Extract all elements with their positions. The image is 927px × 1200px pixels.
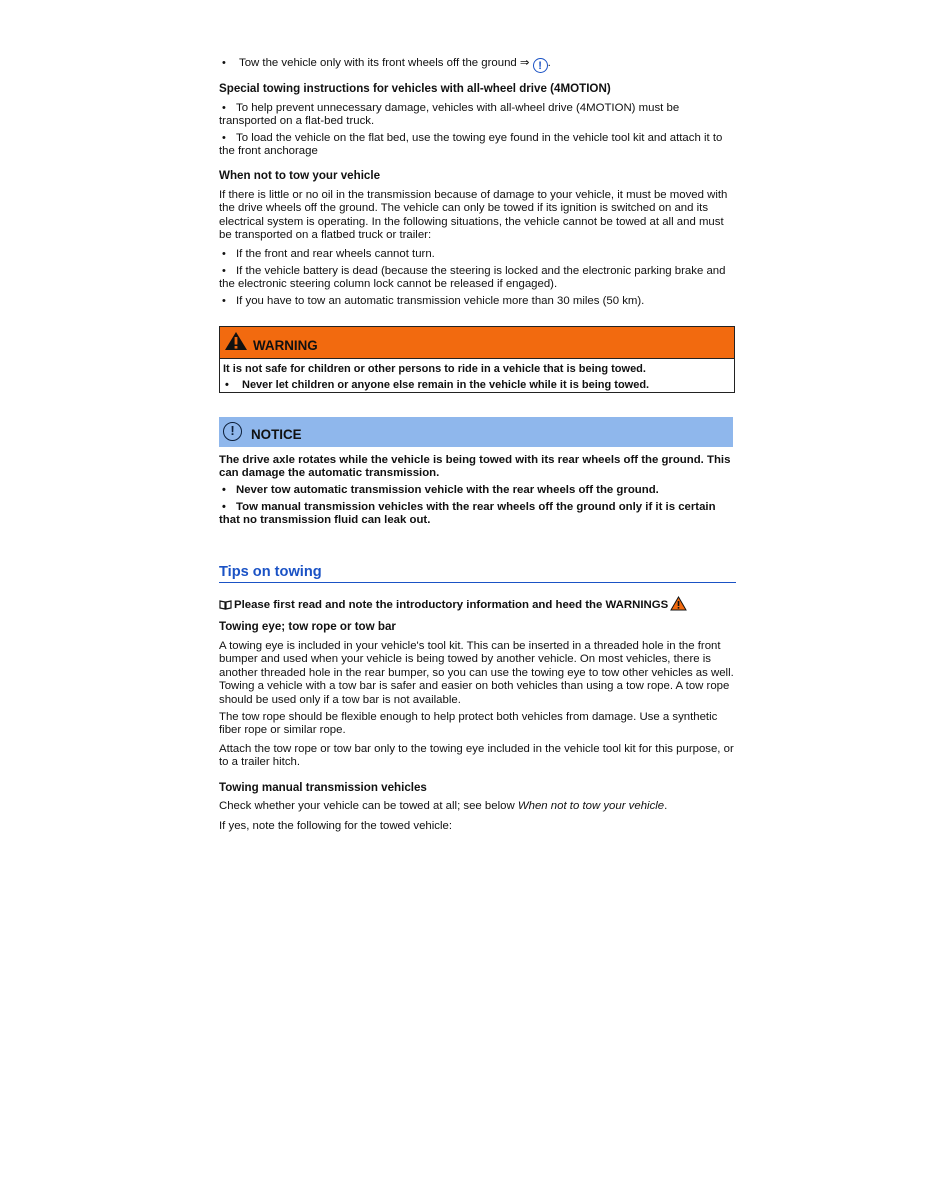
awd-heading: Special towing instructions for vehicles with all-wheel drive (4MOTION) <box>219 82 611 95</box>
not-tow-bullet-1: • If the front and rear wheels cannot turn. <box>222 248 435 260</box>
awd-bullet-1: • To help prevent unnecessary damage, vehicles with all-wheel drive (4MOTION) must be transported on a flat-bed truck. <box>219 102 680 128</box>
warning-bullet: • Never let children or anyone else remain in the vehicle while it is being towed. <box>225 379 650 391</box>
warning-line: It is not safe for children or other persons to ride in a vehicle that is being towed. <box>223 363 646 375</box>
cross-reference: When not to tow your vehicle <box>517 800 665 812</box>
manual-paragraph-1: Check whether your vehicle can be towed at all; see below When not to tow your vehicle. <box>219 800 668 812</box>
manual-paragraph-2: If yes, note the following for the towed vehicle: <box>219 820 453 832</box>
notice-paragraph: The drive axle rotates while the vehicle is being towed with its rear wheels off the ground. This can damage the automatic transmission. <box>219 454 731 480</box>
notice-exclamation-icon: ! <box>223 422 242 441</box>
towing-eye-paragraph-2: The tow rope should be flexible enough to help protect both vehicles from damage. Use a synthetic fiber rope or similar rope. <box>219 711 718 737</box>
towing-eye-heading: Towing eye; tow rope or tow bar <box>219 620 396 633</box>
not-tow-bullet-2: • If the vehicle battery is dead (because the steering is locked and the electronic parking brake and the electronic steering column lock cannot be released if engaged). <box>219 265 726 291</box>
notice-icon: ! <box>533 58 548 73</box>
notice-header <box>219 417 733 447</box>
towing-eye-paragraph-3: Attach the tow rope or tow bar only to the towing eye included in the vehicle tool kit for this purpose, or to a trailer hitch. <box>219 743 734 769</box>
not-tow-heading: When not to tow your vehicle <box>219 169 381 182</box>
intro-line: Please first read and note the introductory information and heed the WARNINGS <box>219 596 735 612</box>
not-tow-bullet-3: • If you have to tow an automatic transmission vehicle more than 30 miles (50 km). <box>222 295 645 307</box>
towing-eye-paragraph-1: A towing eye is included in your vehicle's tool kit. This can be inserted in a threaded hole in the front bumper and used when your vehicle is being towed by another vehicle. On most vehicles, there is another threaded hole in the rear bumper, so you can use the towing eye to tow other vehicles as well. Towing a vehicle with a tow bar is safer and easier on both vehicles than using a tow rope. A tow rope should be used only if a tow bar is not available. <box>219 640 734 706</box>
awd-bullet-2: • To load the vehicle on the flat bed, use the towing eye found in the vehicle tool kit and attach it to the front anchorage <box>219 132 723 158</box>
tow-front-bullet: • Tow the vehicle only with its front wheels off the ground ⇒ ! . <box>222 57 551 72</box>
warning-box <box>219 326 735 393</box>
manual-heading: Towing manual transmission vehicles <box>219 781 427 794</box>
notice-title: NOTICE <box>251 427 302 442</box>
notice-bullet-2: • Tow manual transmission vehicles with the rear wheels off the ground only if it is certain that no transmission fluid can leak out. <box>219 501 716 527</box>
section-title: Tips on towing <box>219 563 736 583</box>
warning-triangle-icon <box>224 331 248 351</box>
book-icon <box>219 599 232 610</box>
warning-header <box>220 327 734 359</box>
tow-front-text: Tow the vehicle only with its front wheels off the ground ⇒ <box>239 57 530 69</box>
warning-title: WARNING <box>253 338 318 353</box>
not-tow-paragraph: If there is little or no oil in the transmission because of damage to your vehicle, it must be moved with the drive wheels off the ground. The vehicle can only be towed if its ignition is switched on and its electrical system is operating. In the following situations, the vehicle cannot be towed at all and must be transported on a flatbed truck or trailer: <box>219 189 728 242</box>
notice-bullet-1: • Never tow automatic transmission vehicle with the rear wheels off the ground. <box>222 484 659 496</box>
warning-triangle-small-icon <box>670 596 687 611</box>
